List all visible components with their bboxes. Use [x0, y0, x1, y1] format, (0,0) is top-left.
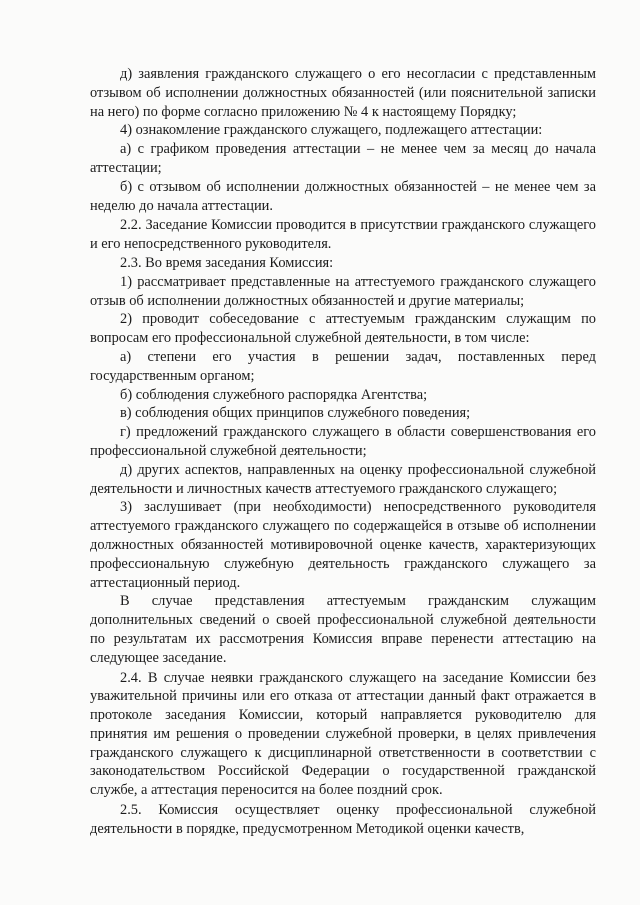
paragraph: 2.4. В случае неявки гражданского служащего на заседание Комиссии без уважительной причины или его отказа от аттестации данный факт отражается в протоколе заседания Комиссии, который направляется руководителю для принятия им решения о проведении служебной проверки, в целях привлечения гражданского служащего к дисциплинарной ответственности в соответствии с законодательством Российской Федерации о государственной гражданской службе, а аттестация переносится на более поздний срок.: [90, 669, 596, 799]
paragraph: 2.5. Комиссия осуществляет оценку профессиональной служебной деятельности в порядке, предусмотренном Методикой оценки качеств,: [90, 802, 596, 837]
paragraph: а) степени его участия в решении задач, поставленных перед государственным органом;: [90, 348, 596, 384]
paragraph: 4) ознакомление гражданского служащего, подлежащего аттестации:: [120, 122, 543, 139]
paragraph: д) заявления гражданского служащего о его несогласии с представленным отзывом об исполнении должностных обязанностей (или пояснительной записки на него) по форме согласно приложению № 4 к настоящему Порядку;: [90, 66, 596, 120]
paragraph: 2.3. Во время заседания Комиссия:: [120, 254, 334, 271]
paragraph: 1) рассматривает представленные на аттестуемого гражданского служащего отзыв об исполнении должностных обязанностей и другие материалы;: [90, 273, 596, 309]
paragraph: д) других аспектов, направленных на оценку профессиональной служебной деятельности и личностных качеств аттестуемого гражданского служащего;: [90, 461, 596, 497]
paragraph: а) с графиком проведения аттестации – не менее чем за месяц до начала аттестации;: [90, 141, 596, 176]
paragraph: В случае представления аттестуемым гражданским служащим дополнительных сведений о своей профессиональной служебной деятельности по результатам их рассмотрения Комиссия вправе перенести аттестацию на следующее заседание.: [90, 593, 596, 666]
paragraph: б) соблюдения служебного распорядка Агентства;: [120, 386, 428, 403]
paragraph: 2.2. Заседание Комиссии проводится в присутствии гражданского служащего и его непосредственного руководителя.: [90, 217, 596, 253]
paragraph: в) соблюдения общих принципов служебного поведения;: [120, 405, 471, 422]
paragraph: б) с отзывом об исполнении должностных обязанностей – не менее чем за неделю до начала аттестации.: [90, 178, 596, 214]
paragraph: 3) заслушивает (при необходимости) непосредственного руководителя аттестуемого гражданского служащего по содержащейся в отзыве об исполнении должностных обязанностей мотивировочной оценке качеств, характеризующих профессиональную служебную деятельность гражданского служащего за аттестационный период.: [90, 499, 596, 591]
paragraph: г) предложений гражданского служащего в области совершенствования его профессиональной служебной деятельности;: [90, 424, 596, 459]
paragraph: 2) проводит собеседование с аттестуемым гражданским служащим по вопросам его профессиональной служебной деятельности, в том числе:: [90, 311, 596, 347]
document-body: [90, 65, 596, 839]
